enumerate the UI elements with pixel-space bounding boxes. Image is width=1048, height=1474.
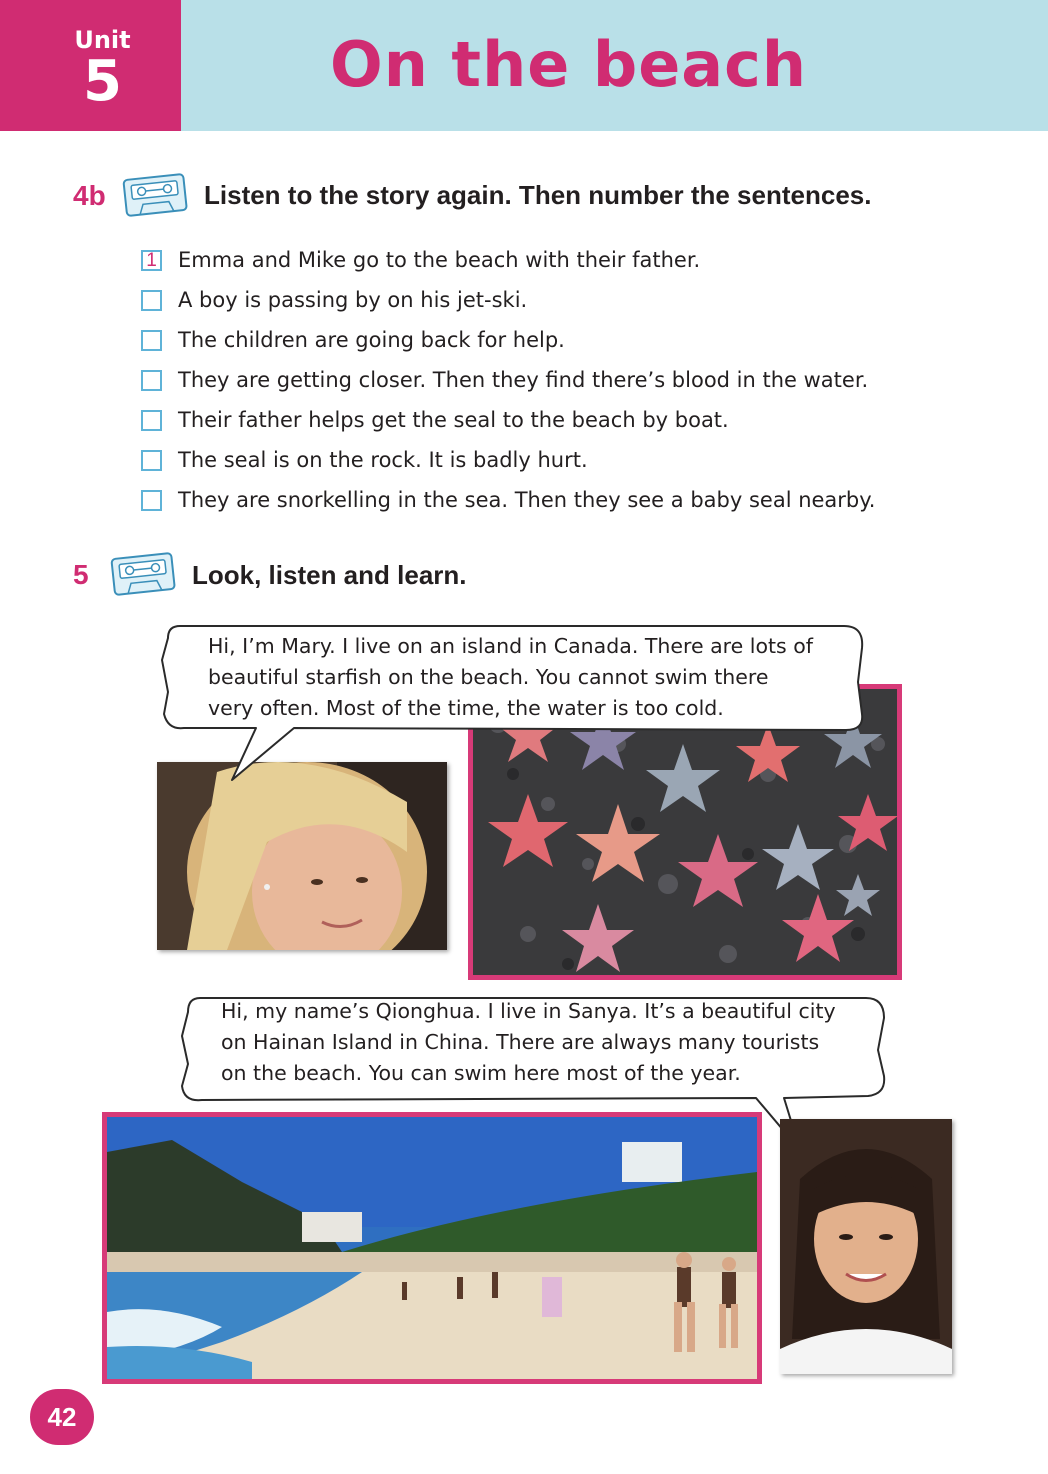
exercise-4b-number: 4b [73, 180, 106, 211]
list-item [141, 280, 961, 320]
sentence-text: They are getting closer. Then they find there’s blood in the water. [178, 368, 869, 392]
speech-line: on Hainan Island in China. There are always many tourists [221, 1030, 820, 1054]
sanya-beach-image [102, 1112, 762, 1384]
mary-speech [208, 631, 813, 724]
mary-portrait [157, 762, 447, 950]
answer-checkbox[interactable] [141, 330, 162, 351]
exercise-5-number: 5 [73, 559, 89, 590]
list-item [141, 440, 961, 480]
list-item [141, 360, 961, 400]
sentence-text: A boy is passing by on his jet-ski. [178, 288, 528, 312]
answer-checkbox[interactable] [141, 450, 162, 471]
list-item [141, 320, 961, 360]
qionghua-photo [780, 1119, 952, 1374]
unit-number: 5 [83, 49, 122, 114]
speech-line: Hi, my name’s Qionghua. I live in Sanya. It’s a beautiful city [221, 999, 836, 1023]
qionghua-portrait [780, 1119, 952, 1374]
qionghua-speech [221, 996, 836, 1089]
sentence-text: Their father helps get the seal to the beach by boat. [178, 408, 729, 432]
speech-line: very often. Most of the time, the water is too cold. [208, 696, 724, 720]
sentence-text: Emma and Mike go to the beach with their father. [178, 248, 701, 272]
sentence-text: The seal is on the rock. It is badly hurt. [178, 448, 588, 472]
speech-line: on the beach. You can swim here most of the year. [221, 1061, 741, 1085]
mary-photo [157, 762, 447, 950]
page-title: On the beach [330, 28, 807, 101]
sentence-list [141, 240, 961, 520]
answer-checkbox[interactable]: 1 [141, 250, 162, 271]
cassette-icon[interactable] [108, 550, 178, 596]
speech-line: Hi, I’m Mary. I live on an island in Canada. There are lots of [208, 634, 813, 658]
list-item [141, 480, 961, 520]
sentence-text: The children are going back for help. [178, 328, 565, 352]
speech-line: beautiful starfish on the beach. You cannot swim there [208, 665, 769, 689]
list-item [141, 240, 961, 280]
exercise-5-instruction: Look, listen and learn. [192, 560, 467, 590]
answer-checkbox[interactable] [141, 410, 162, 431]
beach-photo [102, 1112, 762, 1384]
list-item [141, 400, 961, 440]
answer-checkbox[interactable] [141, 290, 162, 311]
cassette-icon[interactable] [120, 171, 190, 217]
answer-checkbox[interactable] [141, 490, 162, 511]
answer-checkbox[interactable] [141, 370, 162, 391]
page-number: 42 [30, 1389, 94, 1445]
sentence-text: They are snorkelling in the sea. Then they see a baby seal nearby. [178, 488, 876, 512]
unit-badge [0, 0, 181, 131]
unit-label: Unit [74, 26, 131, 54]
exercise-4b-instruction: Listen to the story again. Then number the sentences. [204, 180, 872, 210]
